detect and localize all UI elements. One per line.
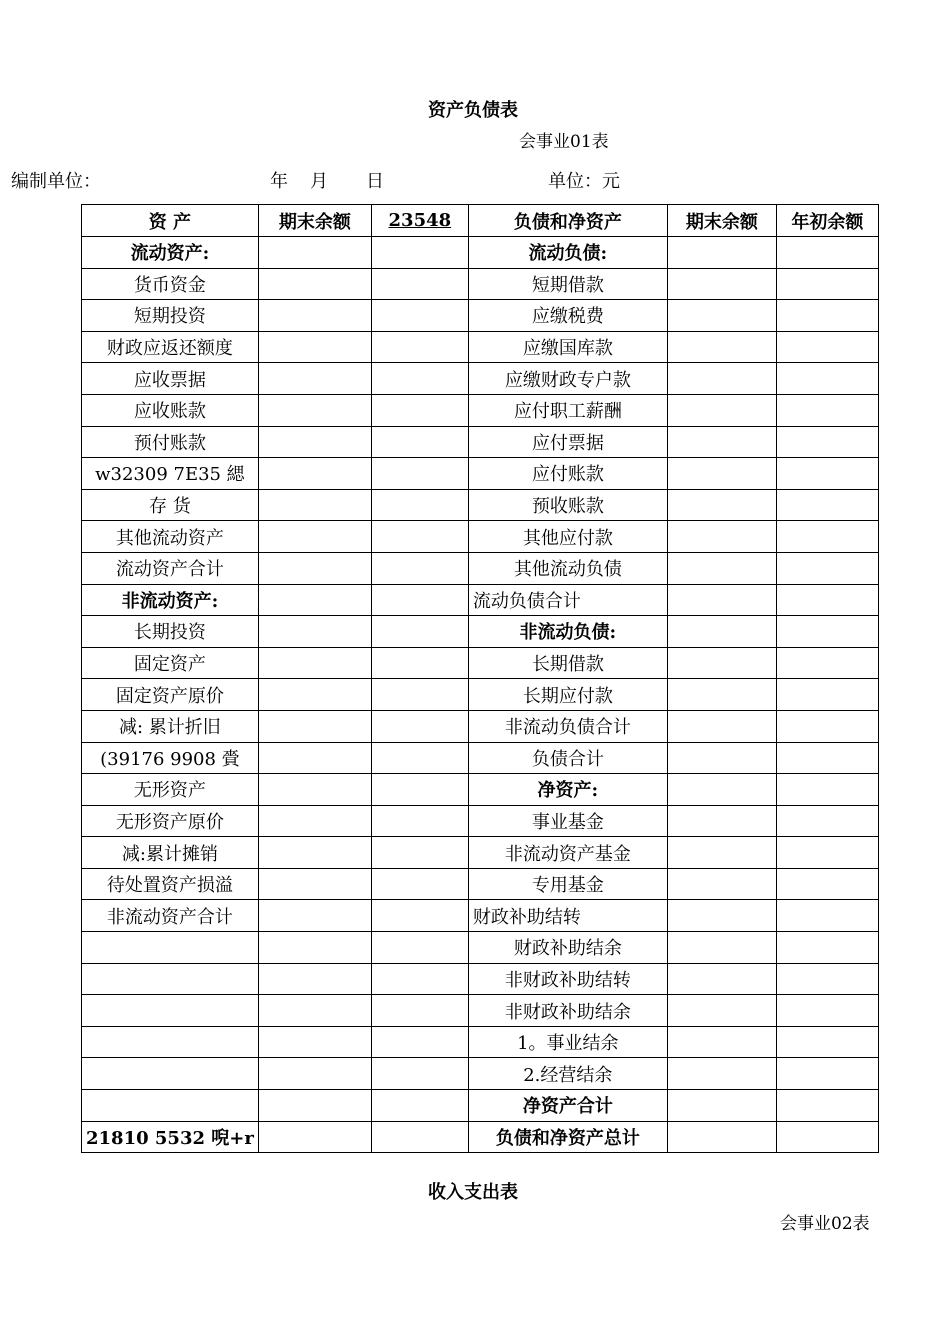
liability-end-balance-cell — [667, 710, 776, 742]
asset-col3-cell — [371, 584, 468, 616]
income-statement-title: 收入支出表 — [428, 1182, 518, 1203]
asset-col3-cell — [371, 331, 468, 363]
asset-col3-cell — [371, 837, 468, 869]
liability-item: 应付账款 — [468, 458, 667, 490]
asset-end-balance-cell — [258, 363, 371, 395]
liability-item: 非流动资产基金 — [468, 837, 667, 869]
liability-end-balance-cell — [667, 1026, 776, 1058]
liability-end-balance-cell — [667, 900, 776, 932]
liability-begin-balance-cell — [776, 268, 878, 300]
asset-end-balance-cell — [258, 1026, 371, 1058]
table-row — [82, 521, 879, 553]
liability-item: 专用基金 — [468, 868, 667, 900]
asset-item: 长期投资 — [82, 616, 259, 648]
liability-begin-balance-cell — [776, 552, 878, 584]
liability-end-balance-cell — [667, 489, 776, 521]
asset-end-balance-cell — [258, 710, 371, 742]
asset-col3-cell — [371, 616, 468, 648]
liability-begin-balance-cell — [776, 710, 878, 742]
asset-end-balance-cell — [258, 268, 371, 300]
asset-col3-cell — [371, 1026, 468, 1058]
asset-item: (39176 9908 賫 — [82, 742, 259, 774]
liability-item: 其他应付款 — [468, 521, 667, 553]
asset-col3-cell — [371, 426, 468, 458]
asset-col3-cell — [371, 805, 468, 837]
liability-begin-balance-cell — [776, 458, 878, 490]
asset-item: 非流动资产: — [82, 584, 259, 616]
liability-item: 应付票据 — [468, 426, 667, 458]
table-row — [82, 363, 879, 395]
asset-end-balance-cell — [258, 963, 371, 995]
asset-end-balance-cell — [258, 805, 371, 837]
liability-begin-balance-cell — [776, 489, 878, 521]
liability-item: 净资产合计 — [468, 1090, 667, 1122]
liability-item: 应缴税费 — [468, 300, 667, 332]
asset-end-balance-cell — [258, 521, 371, 553]
liability-end-balance-cell — [667, 963, 776, 995]
liability-item: 财政补助结余 — [468, 932, 667, 964]
asset-item — [82, 1026, 259, 1058]
table-row — [82, 1058, 879, 1090]
unit-label: 编制单位： — [11, 171, 101, 192]
liability-end-balance-cell — [667, 237, 776, 269]
asset-item: 短期投资 — [82, 300, 259, 332]
table-row — [82, 995, 879, 1027]
balance-sheet-table — [81, 204, 879, 1153]
table-row — [82, 805, 879, 837]
year-label: 年 — [270, 171, 288, 192]
liability-item: 负债和净资产总计 — [468, 1121, 667, 1153]
table-row — [82, 1121, 879, 1153]
asset-item: 21810 5532 唲+r — [82, 1121, 259, 1153]
asset-item: 流动资产合计 — [82, 552, 259, 584]
table-row — [82, 963, 879, 995]
asset-end-balance-cell — [258, 426, 371, 458]
balance-sheet-title: 资产负债表 — [428, 100, 518, 121]
liability-end-balance-cell — [667, 1090, 776, 1122]
table-row — [82, 774, 879, 806]
liability-begin-balance-cell — [776, 647, 878, 679]
liability-end-balance-cell — [667, 1121, 776, 1153]
asset-item: 财政应返还额度 — [82, 331, 259, 363]
asset-col3-cell — [371, 521, 468, 553]
liability-item: 长期应付款 — [468, 679, 667, 711]
asset-end-balance-cell — [258, 900, 371, 932]
liability-begin-balance-cell — [776, 837, 878, 869]
asset-end-balance-cell — [258, 489, 371, 521]
liability-end-balance-cell — [667, 868, 776, 900]
liability-begin-balance-cell — [776, 616, 878, 648]
table-row — [82, 489, 879, 521]
form-code: 会事业01表 — [519, 132, 609, 152]
asset-item: 非流动资产合计 — [82, 900, 259, 932]
table-row — [82, 932, 879, 964]
liability-item: 流动负债: — [468, 237, 667, 269]
liability-end-balance-cell — [667, 679, 776, 711]
asset-end-balance-cell — [258, 616, 371, 648]
table-row — [82, 331, 879, 363]
asset-col3-cell — [371, 552, 468, 584]
table-row — [82, 1026, 879, 1058]
asset-item: 流动资产: — [82, 237, 259, 269]
asset-item: 固定资产原价 — [82, 679, 259, 711]
asset-end-balance-cell — [258, 868, 371, 900]
header-col3-text: 23548 — [388, 210, 452, 231]
table-row — [82, 268, 879, 300]
liability-item: 非流动负债合计 — [468, 710, 667, 742]
asset-col3-cell — [371, 647, 468, 679]
table-row — [82, 300, 879, 332]
liability-begin-balance-cell — [776, 995, 878, 1027]
liability-begin-balance-cell — [776, 742, 878, 774]
day-label: 日 — [366, 171, 384, 192]
table-row — [82, 647, 879, 679]
table-row — [82, 584, 879, 616]
asset-end-balance-cell — [258, 647, 371, 679]
liability-end-balance-cell — [667, 805, 776, 837]
liability-item: 1。事业结余 — [468, 1026, 667, 1058]
asset-col3-cell — [371, 1090, 468, 1122]
liability-begin-balance-cell — [776, 963, 878, 995]
asset-item: 固定资产 — [82, 647, 259, 679]
liability-item: 应缴国库款 — [468, 331, 667, 363]
asset-col3-cell — [371, 1121, 468, 1153]
asset-item — [82, 963, 259, 995]
asset-col3-cell — [371, 710, 468, 742]
income-form-code: 会事业02表 — [780, 1214, 870, 1234]
liability-begin-balance-cell — [776, 331, 878, 363]
liability-begin-balance-cell — [776, 1090, 878, 1122]
asset-end-balance-cell — [258, 458, 371, 490]
asset-item: 货币资金 — [82, 268, 259, 300]
asset-end-balance-cell — [258, 300, 371, 332]
table-row — [82, 616, 879, 648]
asset-col3-cell — [371, 868, 468, 900]
asset-col3-cell — [371, 1058, 468, 1090]
liability-item: 净资产: — [468, 774, 667, 806]
liability-begin-balance-cell — [776, 521, 878, 553]
asset-col3-cell — [371, 237, 468, 269]
liability-end-balance-cell — [667, 331, 776, 363]
asset-item — [82, 1058, 259, 1090]
liability-end-balance-cell — [667, 647, 776, 679]
liability-item: 负债合计 — [468, 742, 667, 774]
asset-col3-cell — [371, 268, 468, 300]
header-col3 — [371, 205, 468, 237]
asset-end-balance-cell — [258, 584, 371, 616]
liability-end-balance-cell — [667, 616, 776, 648]
liability-end-balance-cell — [667, 742, 776, 774]
asset-item: 预付账款 — [82, 426, 259, 458]
liability-end-balance-cell — [667, 458, 776, 490]
asset-col3-cell — [371, 394, 468, 426]
table-row — [82, 900, 879, 932]
currency-label: 单位：元 — [548, 171, 620, 192]
asset-item: 其他流动资产 — [82, 521, 259, 553]
liability-begin-balance-cell — [776, 1121, 878, 1153]
liability-begin-balance-cell — [776, 394, 878, 426]
asset-item — [82, 1090, 259, 1122]
liability-end-balance-cell — [667, 995, 776, 1027]
table-row — [82, 837, 879, 869]
asset-end-balance-cell — [258, 1121, 371, 1153]
asset-item: 待处置资产损溢 — [82, 868, 259, 900]
asset-end-balance-cell — [258, 774, 371, 806]
liability-item: 应付职工薪酬 — [468, 394, 667, 426]
asset-col3-cell — [371, 458, 468, 490]
liability-begin-balance-cell — [776, 932, 878, 964]
asset-item: 无形资产 — [82, 774, 259, 806]
asset-end-balance-cell — [258, 837, 371, 869]
liability-end-balance-cell — [667, 268, 776, 300]
liability-end-balance-cell — [667, 300, 776, 332]
asset-item: 减: 累计折旧 — [82, 710, 259, 742]
asset-col3-cell — [371, 932, 468, 964]
liability-begin-balance-cell — [776, 426, 878, 458]
liability-item: 事业基金 — [468, 805, 667, 837]
asset-item — [82, 932, 259, 964]
liability-item: 应缴财政专户款 — [468, 363, 667, 395]
table-row — [82, 426, 879, 458]
asset-end-balance-cell — [258, 679, 371, 711]
liability-item: 2.经营结余 — [468, 1058, 667, 1090]
asset-item — [82, 995, 259, 1027]
liability-item: 短期借款 — [468, 268, 667, 300]
liability-end-balance-cell — [667, 932, 776, 964]
asset-end-balance-cell — [258, 742, 371, 774]
liability-item: 流动负债合计 — [468, 584, 667, 616]
month-label: 月 — [310, 171, 328, 192]
table-header-row — [82, 205, 879, 237]
asset-end-balance-cell — [258, 237, 371, 269]
liability-begin-balance-cell — [776, 237, 878, 269]
table-row — [82, 710, 879, 742]
liability-end-balance-cell — [667, 363, 776, 395]
liability-end-balance-cell — [667, 426, 776, 458]
liability-item: 非财政补助结转 — [468, 963, 667, 995]
liability-begin-balance-cell — [776, 1058, 878, 1090]
asset-col3-cell — [371, 900, 468, 932]
asset-item: 应收账款 — [82, 394, 259, 426]
asset-end-balance-cell — [258, 331, 371, 363]
liability-end-balance-cell — [667, 521, 776, 553]
liability-end-balance-cell — [667, 774, 776, 806]
liability-end-balance-cell — [667, 584, 776, 616]
asset-item: 存 货 — [82, 489, 259, 521]
asset-col3-cell — [371, 774, 468, 806]
table-row — [82, 237, 879, 269]
header-liability: 负债和净资产 — [468, 205, 667, 237]
asset-end-balance-cell — [258, 1058, 371, 1090]
header-end-balance-2: 期末余额 — [667, 205, 776, 237]
asset-col3-cell — [371, 300, 468, 332]
asset-col3-cell — [371, 489, 468, 521]
header-end-balance: 期末余额 — [258, 205, 371, 237]
liability-end-balance-cell — [667, 552, 776, 584]
asset-item: 应收票据 — [82, 363, 259, 395]
header-begin-balance: 年初余额 — [776, 205, 878, 237]
liability-begin-balance-cell — [776, 300, 878, 332]
liability-begin-balance-cell — [776, 774, 878, 806]
liability-item: 预收账款 — [468, 489, 667, 521]
table-row — [82, 394, 879, 426]
asset-col3-cell — [371, 679, 468, 711]
table-row — [82, 1090, 879, 1122]
liability-item: 非财政补助结余 — [468, 995, 667, 1027]
table-row — [82, 868, 879, 900]
liability-begin-balance-cell — [776, 868, 878, 900]
asset-end-balance-cell — [258, 552, 371, 584]
liability-begin-balance-cell — [776, 363, 878, 395]
liability-item: 长期借款 — [468, 647, 667, 679]
table-row — [82, 742, 879, 774]
table-row — [82, 679, 879, 711]
asset-item: 减:累计摊销 — [82, 837, 259, 869]
asset-end-balance-cell — [258, 394, 371, 426]
liability-item: 非流动负债: — [468, 616, 667, 648]
liability-end-balance-cell — [667, 394, 776, 426]
header-asset: 资 产 — [82, 205, 259, 237]
asset-col3-cell — [371, 363, 468, 395]
asset-col3-cell — [371, 742, 468, 774]
asset-col3-cell — [371, 963, 468, 995]
liability-end-balance-cell — [667, 837, 776, 869]
asset-end-balance-cell — [258, 1090, 371, 1122]
liability-begin-balance-cell — [776, 900, 878, 932]
liability-end-balance-cell — [667, 1058, 776, 1090]
table-row — [82, 552, 879, 584]
liability-begin-balance-cell — [776, 1026, 878, 1058]
liability-begin-balance-cell — [776, 805, 878, 837]
liability-begin-balance-cell — [776, 584, 878, 616]
asset-end-balance-cell — [258, 995, 371, 1027]
asset-col3-cell — [371, 995, 468, 1027]
liability-begin-balance-cell — [776, 679, 878, 711]
liability-item: 财政补助结转 — [468, 900, 667, 932]
asset-end-balance-cell — [258, 932, 371, 964]
asset-item: 无形资产原价 — [82, 805, 259, 837]
asset-item: w32309 7E35 緦 — [82, 458, 259, 490]
table-row — [82, 458, 879, 490]
liability-item: 其他流动负债 — [468, 552, 667, 584]
